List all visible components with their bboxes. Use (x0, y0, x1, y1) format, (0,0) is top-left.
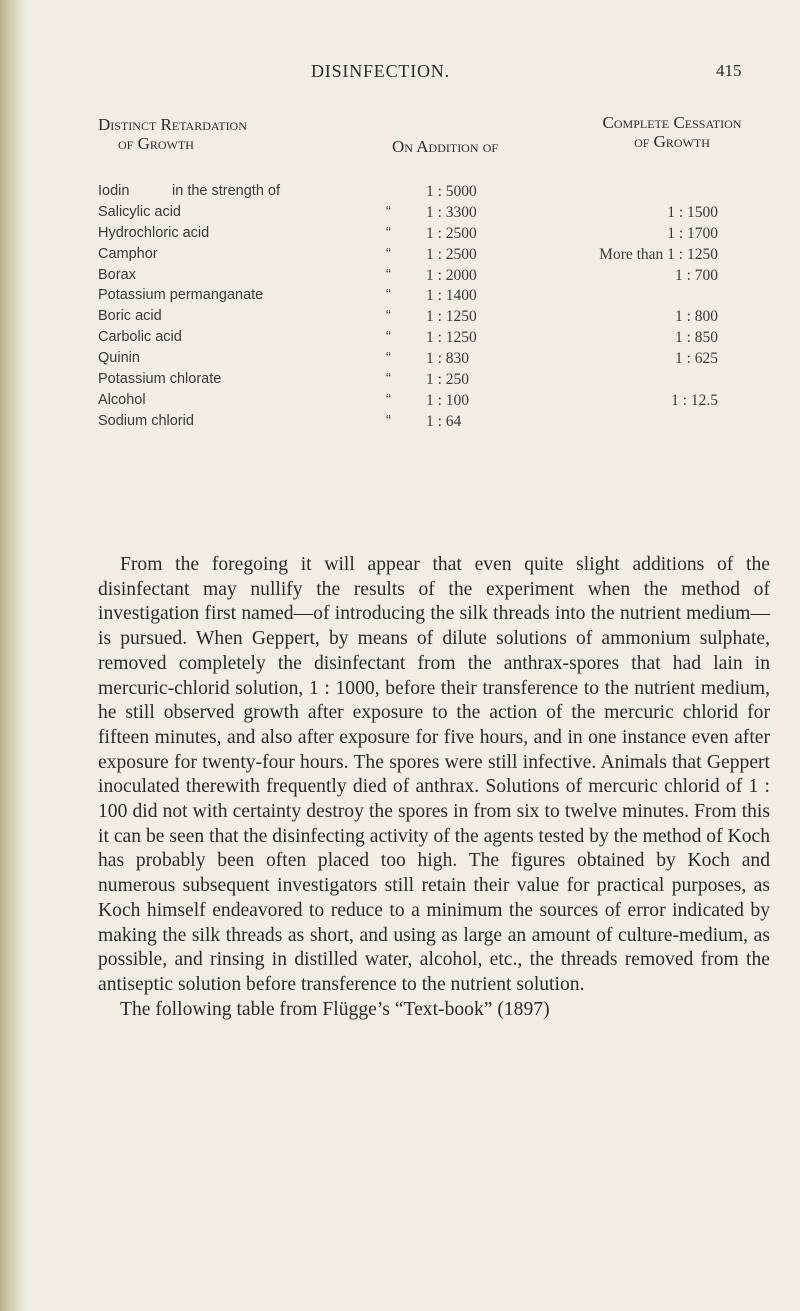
retardation-ratio: 1 : 1250 (426, 308, 477, 326)
page-header (0, 61, 800, 85)
agent-name: Alcohol (98, 391, 146, 408)
ditto-mark: “ (386, 224, 391, 241)
ditto-mark: “ (386, 287, 391, 304)
disinfectant-table (98, 183, 718, 434)
retardation-ratio: 1 : 2500 (426, 224, 477, 242)
cessation-ratio: 1 : 850 (674, 329, 718, 347)
running-title: DISINFECTION. (311, 61, 450, 81)
table-row (98, 287, 718, 308)
table-row (98, 267, 718, 288)
cessation-ratio: More than 1 : 1250 (599, 245, 718, 263)
paragraph: From the foregoing it will appear that even quite slight additions of the disinfectant may nullify the results of the experiment when the method of investigation first named—of introducing the silk threads into the nutrient medium—is pursued. When Geppert, by means of dilute solutions of ammonium sulphate, removed completely the disinfectant from the anthrax-spores that had lain in mercuric-chlorid solution, 1 : 1000, before their transference to the nutrient medium, he still observed growth after exposure to the action of the mercuric chlorid for fifteen minutes, and also after exposure for five hours, and in one instance even after exposure for twenty-four hours. The spores were still infective. Animals that Geppert inoculated therewith frequently died of anthrax. Solutions of mercuric chlorid of 1 : 100 did not with certainty destroy the spores in from six to twelve minutes. From this it can be seen that the disinfecting activity of the agents tested by the method of Koch has probably been often placed too high. The figures obtained by Koch and numerous subsequent investigators still retain their value for practical purposes, as Koch himself endeavored to reduce to a minimum the sources of error indicated by making the silk threads as short, and using as large an amount of culture-medium, as possible, and rinsing in distilled water, alcohol, etc., the threads removed from the antiseptic solution before transference to the nutrient solution. (98, 554, 770, 995)
ditto-mark: “ (386, 329, 391, 346)
ditto-mark: “ (386, 308, 391, 325)
strength-label: in the strength of (172, 183, 281, 199)
agent-name: Quinin (98, 350, 140, 367)
ditto-mark: “ (386, 266, 391, 283)
agent-name: Hydrochloric acid (98, 224, 210, 241)
column-heading-addition: On Addition of (392, 137, 499, 156)
agent-name: Potassium chlorate (98, 371, 222, 388)
table-row (98, 350, 718, 371)
cessation-ratio: 1 : 700 (674, 266, 718, 284)
retardation-ratio: 1 : 64 (426, 412, 462, 430)
agent-name: Carbolic acid (98, 329, 182, 346)
ditto-mark: “ (386, 203, 391, 220)
cessation-ratio: 1 : 12.5 (671, 391, 718, 409)
ditto-mark: “ (386, 412, 391, 429)
retardation-ratio: 1 : 100 (426, 391, 470, 409)
table-row (98, 225, 718, 246)
ditto-mark: “ (386, 391, 391, 408)
retardation-ratio: 1 : 830 (426, 350, 470, 368)
table-row (98, 308, 718, 329)
column-heading-cessation (572, 113, 772, 151)
retardation-ratio: 1 : 3300 (426, 203, 477, 221)
retardation-ratio: 1 : 2500 (426, 245, 477, 263)
page-gutter-shadow (0, 0, 26, 1311)
column-heading-cessation-line2: of Growth (634, 132, 710, 151)
agent-name: Camphor (98, 245, 158, 262)
table-row (98, 413, 718, 434)
cessation-ratio: 1 : 1700 (667, 224, 718, 242)
retardation-ratio: 1 : 1400 (426, 287, 477, 305)
page-number: 415 (716, 61, 742, 80)
cessation-ratio: 1 : 1500 (667, 203, 718, 221)
table-row (98, 329, 718, 350)
ditto-mark: “ (386, 245, 391, 262)
column-heading-retardation-line2: of Growth (118, 134, 194, 153)
column-heading-cessation-line1: Complete Cessation (602, 113, 742, 132)
column-heading-retardation (98, 115, 282, 153)
agent-name: Potassium permanganate (98, 287, 264, 304)
ditto-mark: “ (386, 371, 391, 388)
agent-name: Sodium chlorid (98, 412, 194, 429)
retardation-ratio: 1 : 250 (426, 371, 470, 389)
agent-name: Borax (98, 266, 136, 283)
table-row (98, 204, 718, 225)
table-row (98, 371, 718, 392)
table-row (98, 183, 718, 204)
table-row (98, 392, 718, 413)
cessation-ratio: 1 : 625 (674, 350, 718, 368)
agent-name: Boric acid (98, 308, 162, 325)
column-heading-retardation-line1: Distinct Retardation (98, 115, 247, 134)
retardation-ratio: 1 : 2000 (426, 266, 477, 284)
table-row (98, 246, 718, 267)
body-text (98, 553, 770, 1022)
paragraph: The following table from Flügge’s “Text-book” (1897) (120, 998, 550, 1020)
retardation-ratio: 1 : 5000 (426, 183, 477, 200)
ditto-mark: “ (386, 350, 391, 367)
cessation-ratio: 1 : 800 (674, 308, 718, 326)
agent-name: Salicylic acid (98, 203, 181, 220)
agent-name: Iodin (98, 183, 130, 199)
retardation-ratio: 1 : 1250 (426, 329, 477, 347)
